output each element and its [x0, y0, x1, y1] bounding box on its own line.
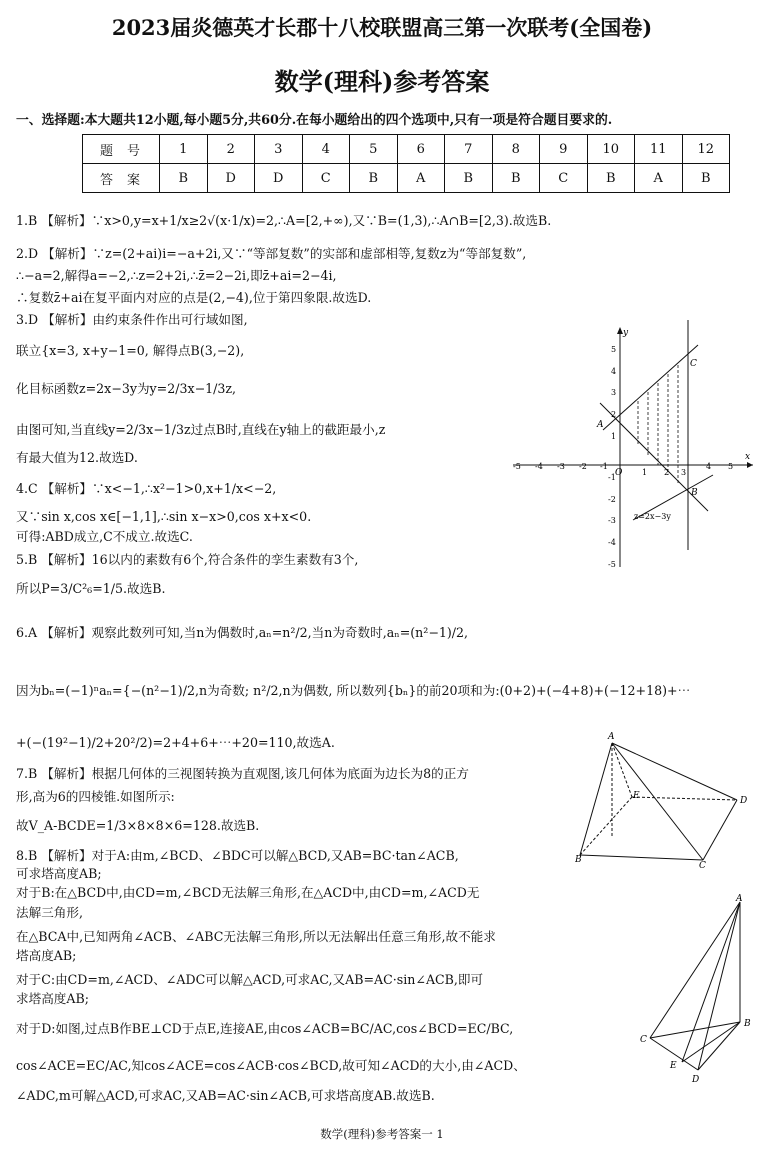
tick-label: 4 [706, 462, 712, 471]
page-subtitle: 数学(理科)参考答案 [274, 67, 490, 96]
solution-line: 法解三角形, [16, 905, 83, 920]
table-cell: A [635, 164, 683, 193]
vertex-label: E [633, 791, 640, 801]
table-cell: C [302, 164, 350, 193]
answer-table [82, 134, 730, 193]
table-cell: 8 [492, 135, 540, 164]
region-hatching [638, 365, 678, 485]
solution-line: 在△BCA中,已知两角∠ACB、∠ABC无法解三角形,所以无法解出任意三角形,故不能求 [16, 929, 496, 944]
page-title: 2023届炎德英才长郡十八校联盟高三第一次联考(全国卷) [111, 15, 653, 40]
table-cell: 6 [397, 135, 445, 164]
table-cell: D [207, 164, 255, 193]
table-row [83, 164, 730, 193]
solution-line: 对于D:如图,过点B作BE⊥CD于点E,连接AE,由cos∠ACB=BC/AC,cos∠BCD=EC/BC, [16, 1021, 514, 1036]
page-footer: 数学(理科)参考答案一 1 [320, 1127, 444, 1141]
tick-label: -3 [557, 462, 565, 471]
vertex-label: E [670, 1061, 677, 1071]
tick-label: -5 [608, 560, 616, 569]
table-cell: 1 [160, 135, 208, 164]
table-cell: 4 [302, 135, 350, 164]
origin-label: O [615, 468, 623, 478]
tick-label: -3 [608, 516, 616, 525]
table-cell: D [255, 164, 303, 193]
solution-line: 2.D 【解析】∵z=(2+ai)i=−a+2i,又∵“等部复数”的实部和虚部相等,复数z为“等部复数”, [16, 246, 527, 261]
feasible-region-graph [508, 315, 758, 573]
tick-label: 3 [681, 468, 687, 477]
solution-line: ∠ADC,m可解△ACD,可求AC,又AB=AC·sin∠ACB,可求塔高度AB.故选B. [16, 1088, 435, 1103]
boundary-line [603, 345, 698, 430]
table-cell: B [492, 164, 540, 193]
tick-label: 4 [611, 367, 617, 376]
table-cell: A [397, 164, 445, 193]
table-cell: B [160, 164, 208, 193]
table-row-label: 答案 [83, 164, 160, 193]
tower-figure [640, 892, 758, 1092]
solution-line: 所以P=3/C²₆=1/5.故选B. [16, 581, 166, 596]
solution-line: 有最大值为12.故选D. [16, 450, 138, 465]
vertex-label: D [740, 796, 748, 806]
tick-label: 1 [642, 468, 648, 477]
table-cell: B [350, 164, 398, 193]
table-cell: B [445, 164, 493, 193]
table-cell: B [682, 164, 730, 193]
solution-line: cos∠ACE=EC/AC,知cos∠ACE=cos∠ACB·cos∠BCD,故可知∠ACD的大小,由∠ACD、 [16, 1058, 526, 1073]
vertex-label: C [699, 861, 706, 870]
solution-line: 故V_A-BCDE=1/3×8×8×6=128.故选B. [16, 818, 260, 833]
objective-line-label: z=2x−3y [634, 512, 671, 521]
vertex-label: A [608, 732, 615, 742]
solution-line: 形,高为6的四棱锥.如图所示: [16, 789, 175, 804]
solution-line: 对于B:在△BCD中,由CD=m,∠BCD无法解三角形,在△ACD中,由CD=m,∠ACD无 [16, 885, 480, 900]
table-cell: 11 [635, 135, 683, 164]
table-cell: C [540, 164, 588, 193]
vertex-label: C [640, 1035, 647, 1045]
solution-line: 3.D 【解析】由约束条件作出可行域如图, [16, 312, 248, 327]
tick-label: -1 [608, 473, 616, 482]
solution-line: 又∵sin x,cos x∈[−1,1],∴sin x−x>0,cos x+x<0. [16, 509, 312, 524]
tick-label: -1 [600, 462, 608, 471]
table-cell: B [587, 164, 635, 193]
y-axis-label: y [623, 328, 629, 338]
table-cell: 3 [255, 135, 303, 164]
tick-label: 5 [728, 462, 734, 471]
tick-label: -5 [513, 462, 521, 471]
solution-line: 1.B 【解析】∵x>0,y=x+1/x≥2√(x·1/x)=2,∴A=[2,+∞),又∵B=(1,3),∴A∩B=[2,3).故选B. [16, 213, 552, 228]
tick-label: -4 [535, 462, 543, 471]
solution-line: 塔高度AB; [16, 948, 77, 963]
vertex-label: A [736, 894, 743, 904]
solution-line: 6.A 【解析】观察此数列可知,当n为偶数时,aₙ=n²/2,当n为奇数时,aₙ=(n²−1)/2, [16, 625, 469, 640]
vertex-label: B [575, 855, 582, 865]
x-axis-label: x [745, 452, 751, 462]
table-row [83, 135, 730, 164]
table-cell: 5 [350, 135, 398, 164]
solution-line: 因为bₙ=(−1)ⁿaₙ={−(n²−1)/2,n为奇数; n²/2,n为偶数, 所以数列{bₙ}的前20项和为:(0+2)+(−4+8)+(−12+18)+⋯ [16, 683, 691, 698]
solution-line: 由图可知,当直线y=2/3x−1/3z过点B时,直线在y轴上的截距最小,z [16, 422, 386, 437]
tick-label: -2 [579, 462, 587, 471]
table-cell: 12 [682, 135, 730, 164]
tick-label: 2 [664, 468, 670, 477]
tick-label: 5 [611, 345, 617, 354]
solution-line: 可得:ABD成立,C不成立.故选C. [16, 529, 193, 544]
solution-line: ∴复数z̄+ai在复平面内对应的点是(2,−4),位于第四象限.故选D. [16, 290, 372, 305]
point-b-label: B [691, 488, 698, 498]
tick-label: -2 [608, 495, 616, 504]
x-axis-arrow [747, 462, 753, 468]
vertex-label: B [744, 1019, 751, 1029]
tick-label: 1 [611, 432, 617, 441]
tick-label: 3 [611, 388, 617, 397]
table-cell: 10 [587, 135, 635, 164]
section-heading: 一、选择题:本大题共12小题,每小题5分,共60分.在每小题给出的四个选项中,只有一项是符合题目要求的. [16, 113, 613, 128]
solution-line: 7.B 【解析】根据几何体的三视图转换为直观图,该几何体为底面为边长为8的正方 [16, 766, 469, 781]
pyramid-figure [575, 725, 760, 870]
table-cell: 9 [540, 135, 588, 164]
solution-line: ∴−a=2,解得a=−2,∴z=2+2i,∴z̄=2−2i,即z̄+ai=2−4i, [16, 268, 337, 283]
solution-line: 联立{x=3, x+y−1=0, 解得点B(3,−2), [16, 343, 245, 358]
point-c-label: C [690, 359, 697, 369]
solution-line: 对于C:由CD=m,∠ACD、∠ADC可以解△ACD,可求AC,又AB=AC·sin∠ACB,即可 [16, 972, 484, 987]
point-a-label: A [597, 420, 604, 430]
solution-line: 化目标函数z=2x−3y为y=2/3x−1/3z, [16, 381, 237, 396]
table-row-label: 题号 [83, 135, 160, 164]
table-cell: 7 [445, 135, 493, 164]
solution-line: 求塔高度AB; [16, 991, 89, 1006]
solution-line: +(−(19²−1)/2+20²/2)=2+4+6+⋯+20=110,故选A. [16, 735, 335, 750]
tick-label: 2 [611, 410, 617, 419]
solution-line: 4.C 【解析】∵x<−1,∴x²−1>0,x+1/x<−2, [16, 481, 277, 496]
table-cell: 2 [207, 135, 255, 164]
solution-line: 5.B 【解析】16以内的素数有6个,符合条件的孪生素数有3个, [16, 552, 359, 567]
solution-line: 8.B 【解析】对于A:由m,∠BCD、∠BDC可以解△BCD,又AB=BC·tan∠ACB, [16, 848, 459, 863]
vertex-label: D [692, 1075, 700, 1085]
solution-line: 可求塔高度AB; [16, 866, 102, 881]
tick-label: -4 [608, 538, 616, 547]
